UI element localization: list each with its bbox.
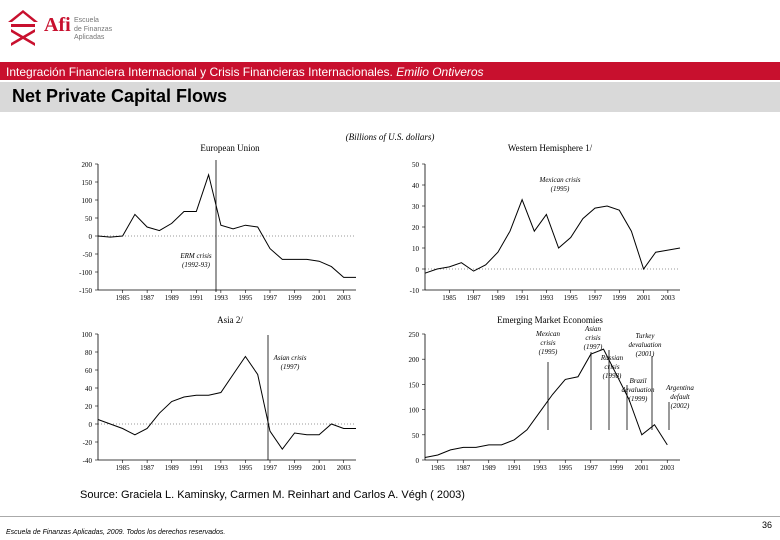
x-tick-label-asia: 1991: [189, 464, 204, 472]
chart-title-wh: Western Hemisphere 1/: [507, 143, 593, 153]
x-tick-label-asia: 1993: [213, 464, 228, 472]
x-tick-label-wh: 1987: [466, 294, 481, 302]
x-tick-label-eu: 1995: [238, 294, 253, 302]
x-tick-label-wh: 2003: [660, 294, 675, 302]
annotation-label-em: crisis: [604, 363, 620, 371]
chart-title-em: Emerging Market Economies: [497, 315, 603, 325]
x-tick-label-asia: 1999: [287, 464, 302, 472]
y-tick-label-em: 200: [408, 356, 419, 365]
series-line-em: [425, 349, 667, 457]
y-tick-label-asia: 60: [85, 367, 92, 375]
units-label: (Billions of U.S. dollars): [345, 132, 435, 142]
y-tick-label-eu: 100: [81, 197, 92, 205]
chart-title-eu: European Union: [200, 143, 260, 153]
x-tick-label-em: 1995: [558, 464, 573, 472]
x-tick-label-em: 1987: [456, 464, 471, 472]
y-tick-label-wh: 30: [412, 203, 419, 211]
x-tick-label-eu: 2001: [312, 294, 327, 302]
series-line-wh: [425, 200, 680, 274]
annotation-label-em: Russian: [600, 354, 624, 362]
page-title: Net Private Capital Flows: [12, 86, 228, 106]
annotation-label-em: (2001): [635, 350, 655, 358]
x-tick-label-wh: 1999: [612, 294, 627, 302]
annotation-label-em: devaluation: [628, 341, 662, 349]
x-tick-label-asia: 1989: [164, 464, 179, 472]
y-tick-label-asia: 80: [85, 349, 92, 357]
y-tick-label-wh: 50: [412, 161, 419, 169]
x-tick-label-eu: 1987: [140, 294, 155, 302]
annotation-label-em: devaluation: [621, 386, 655, 394]
y-tick-label-eu: 150: [81, 179, 92, 187]
y-tick-label-em: 100: [408, 406, 419, 415]
y-tick-label-em: 0: [415, 457, 419, 465]
source-note: Source: Graciela L. Kaminsky, Carmen M. Reinhart and Carlos A. Végh ( 2003): [80, 489, 465, 501]
x-tick-label-wh: 1989: [490, 294, 505, 302]
series-line-asia: [98, 357, 356, 450]
y-tick-label-asia: 100: [81, 331, 92, 339]
chart-title-asia: Asia 2/: [217, 315, 243, 325]
x-tick-label-eu: 1989: [164, 294, 179, 302]
y-tick-label-em: 250: [408, 331, 419, 339]
annotation-label-eu: ERM crisis: [180, 252, 212, 260]
x-tick-label-em: 1989: [481, 464, 496, 472]
annotation-label-em: crisis: [585, 334, 601, 342]
x-tick-label-eu: 2003: [336, 294, 351, 302]
y-tick-label-asia: -40: [82, 457, 92, 465]
annotation-label-eu: (1992-93): [182, 261, 210, 269]
x-tick-label-em: 1991: [507, 464, 522, 472]
x-tick-label-eu: 1991: [189, 294, 204, 302]
y-tick-label-wh: 20: [412, 224, 419, 232]
charts-figure: [60, 130, 710, 480]
chart-panel-em: [409, 315, 695, 472]
x-tick-label-asia: 1987: [140, 464, 155, 472]
annotation-label-em: (1999): [628, 395, 648, 403]
footer-divider: [0, 516, 780, 517]
y-tick-label-wh: -10: [409, 287, 419, 295]
x-tick-label-asia: 1995: [238, 464, 253, 472]
y-tick-label-wh: 40: [412, 182, 419, 190]
annotation-label-asia: Asian crisis: [273, 354, 307, 362]
y-tick-label-asia: 0: [88, 421, 92, 429]
header-bar: [0, 62, 780, 80]
page-number: 36: [762, 520, 773, 530]
x-tick-label-asia: 2001: [312, 464, 327, 472]
annotation-label-em: Argentina: [666, 384, 694, 392]
header-text: Integración Financiera Internacional y Crisis Financieras Internacionales. Emilio Ontiveros: [6, 65, 484, 79]
x-tick-label-asia: 1985: [115, 464, 130, 472]
annotation-label-em: Turkey: [635, 332, 655, 340]
y-tick-label-eu: -50: [82, 251, 92, 259]
series-line-eu: [98, 175, 356, 278]
y-tick-label-eu: 0: [88, 233, 92, 241]
afi-logo: [4, 6, 124, 52]
afi-logo-subtitle: Escuela de Finanzas Aplicadas: [74, 17, 113, 41]
x-tick-label-em: 1993: [532, 464, 547, 472]
x-tick-label-wh: 1997: [588, 294, 602, 302]
x-tick-label-wh: 1995: [563, 294, 578, 302]
y-tick-label-eu: -100: [79, 269, 92, 277]
afi-logo-name: Afi: [44, 14, 71, 36]
x-tick-label-wh: 1993: [539, 294, 554, 302]
y-tick-label-asia: 40: [85, 385, 92, 393]
x-tick-label-eu: 1997: [263, 294, 277, 302]
y-tick-label-wh: 10: [412, 245, 419, 253]
x-tick-label-eu: 1999: [287, 294, 302, 302]
x-tick-label-em: 1997: [583, 464, 598, 472]
x-tick-label-wh: 1985: [442, 294, 457, 302]
y-tick-label-eu: 200: [81, 161, 92, 169]
annotation-label-em: Brazil: [629, 377, 647, 385]
y-tick-label-eu: 50: [85, 215, 92, 223]
x-tick-label-asia: 1997: [263, 464, 277, 472]
x-tick-label-em: 2001: [634, 464, 649, 472]
chart-panel-wh: [410, 143, 680, 302]
afi-logo-emblem: [8, 10, 38, 48]
y-tick-label-em: 150: [408, 381, 419, 390]
annotation-label-wh: (1995): [550, 185, 570, 193]
annotation-label-em: (1995): [538, 348, 558, 356]
x-tick-label-em: 2003: [660, 464, 675, 472]
y-tick-label-asia: -20: [82, 439, 92, 447]
y-tick-label-eu: -150: [79, 287, 92, 295]
x-tick-label-em: 1999: [609, 464, 624, 472]
x-tick-label-eu: 1985: [115, 294, 130, 302]
annotation-label-em: default: [670, 393, 690, 401]
y-tick-label-em: 50: [412, 431, 419, 440]
chart-panel-eu: [79, 143, 356, 302]
annotation-label-em: (2002): [670, 402, 690, 410]
y-tick-label-asia: 20: [85, 403, 92, 411]
chart-panel-asia: [82, 315, 357, 472]
y-tick-label-wh: 0: [415, 266, 419, 274]
annotation-label-asia: (1997): [280, 363, 300, 371]
x-tick-label-asia: 2003: [336, 464, 351, 472]
title-bar: [0, 82, 780, 112]
annotation-label-em: Asian: [585, 325, 601, 333]
annotation-label-wh: Mexican crisis: [539, 176, 581, 184]
footer-copyright: Escuela de Finanzas Aplicadas, 2009. Todos los derechos reservados.: [6, 529, 226, 536]
x-tick-label-wh: 1991: [515, 294, 530, 302]
x-tick-label-eu: 1993: [213, 294, 228, 302]
x-tick-label-wh: 2001: [636, 294, 651, 302]
annotation-label-em: Mexican: [535, 330, 561, 338]
annotation-label-em: crisis: [540, 339, 556, 347]
x-tick-label-em: 1985: [430, 464, 445, 472]
annotation-label-em: (1998): [602, 372, 622, 380]
annotation-label-em: (1997): [583, 343, 603, 351]
